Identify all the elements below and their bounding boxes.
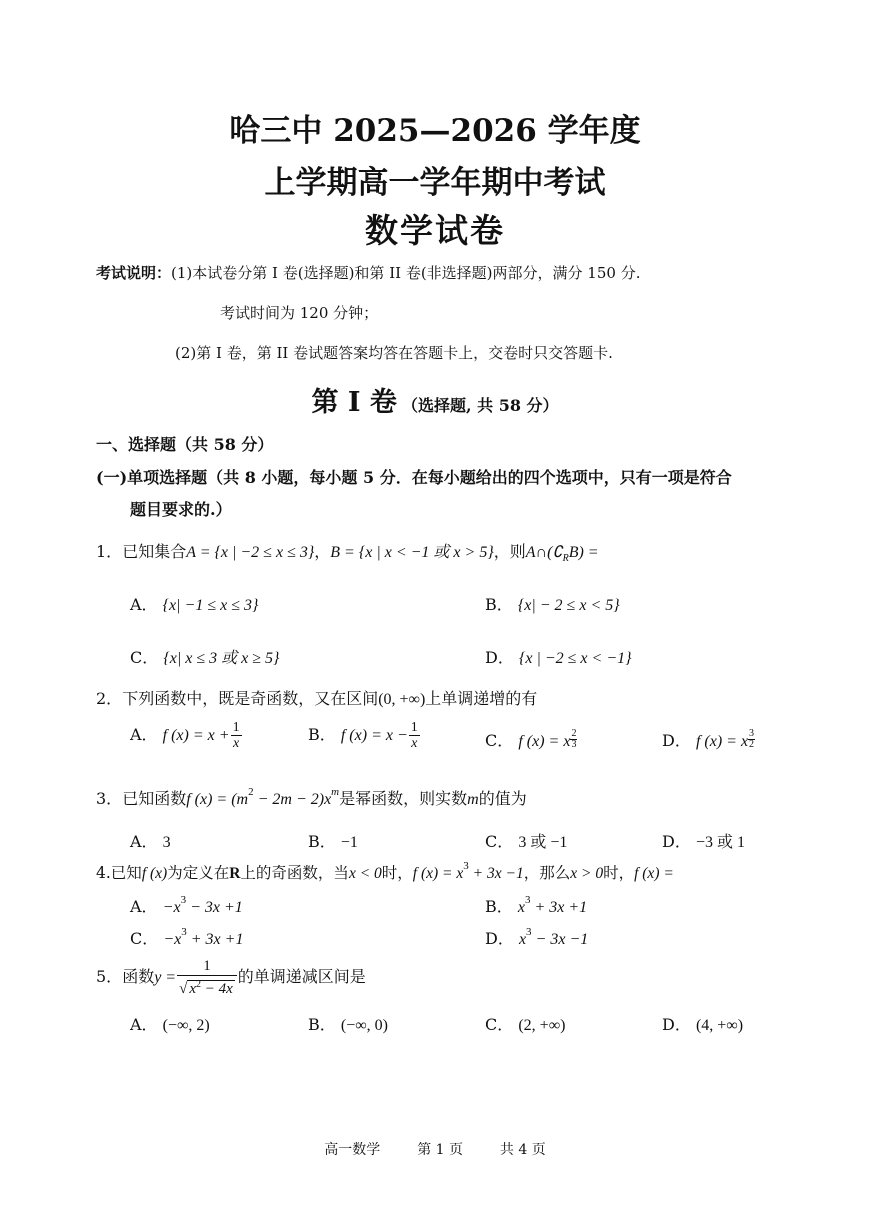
option-expr: −x: [162, 899, 181, 916]
q4-option-d[interactable]: [485, 926, 588, 949]
q3-option-d[interactable]: [662, 829, 745, 852]
option-text: {x| − 2 ≤ x < 5}: [517, 597, 620, 614]
volume-title: 第 I 卷: [311, 387, 397, 418]
option-fraction: [409, 720, 420, 751]
q1-option-b[interactable]: [485, 592, 620, 615]
option-label: B．: [308, 1015, 336, 1034]
exponent-den: 2: [749, 739, 755, 750]
option-label: A．: [130, 595, 158, 614]
option-expr: f (x) = x: [695, 733, 749, 750]
q4-option-b[interactable]: [485, 894, 587, 917]
q2-option-d[interactable]: [662, 728, 755, 751]
option-exponent: [570, 729, 577, 750]
q5-option-c[interactable]: [485, 1012, 565, 1035]
option-exponent: [748, 729, 755, 750]
q3-option-c[interactable]: [485, 829, 567, 852]
option-text: 3 或 −1: [518, 834, 568, 851]
q4-fx: f (x): [141, 865, 168, 882]
q2-text-post: 上单调递增的有: [425, 689, 538, 708]
volume-subtitle: （选择题, 共 58 分）: [401, 396, 559, 415]
q1-option-d[interactable]: [485, 645, 632, 668]
option-text: {x | −2 ≤ x < −1}: [518, 650, 632, 667]
page-footer: [0, 1139, 870, 1159]
exponent-den: 3: [571, 739, 577, 750]
option-label: D．: [662, 731, 691, 750]
q3-number: 3．: [96, 789, 123, 808]
q5-number: 5．: [96, 967, 123, 986]
option-expr: −x: [163, 931, 182, 948]
q5-fraction: [177, 957, 237, 998]
option-label: B．: [485, 897, 513, 916]
option-text: {x| −1 ≤ x ≤ 3}: [162, 597, 259, 614]
q4-eq-2: + 3x −1: [468, 865, 524, 882]
option-expr: f (x) = x −: [340, 727, 408, 744]
q3-text-post: 是幂函数，则实数: [339, 789, 468, 808]
q1-number: 1．: [96, 542, 123, 561]
q5-text-post: 的单调递减区间是: [237, 967, 366, 986]
fraction-num: 1: [410, 720, 418, 735]
option-label: C．: [485, 731, 514, 750]
q5-option-b[interactable]: [308, 1012, 388, 1035]
option-label: C．: [130, 648, 159, 667]
q5-option-d[interactable]: [662, 1012, 743, 1035]
option-text: (4, +∞): [695, 1017, 744, 1034]
option-expr-post: − 3x −1: [531, 931, 589, 948]
q2-option-b[interactable]: [308, 720, 421, 751]
footer-subject: 高一数学: [324, 1142, 381, 1158]
option-label: A．: [130, 1015, 158, 1034]
option-expr: f (x) = x: [518, 733, 571, 750]
option-text: −3 或 1: [695, 834, 745, 851]
radicand-post: − 4x: [201, 981, 233, 997]
fraction-den: x: [411, 736, 418, 751]
option-sup: 3: [524, 894, 531, 906]
fraction-den: √ $x^2 - 4x$: [179, 979, 233, 997]
option-sup: 3: [180, 894, 187, 906]
option-label: D．: [662, 1015, 691, 1034]
q4-eq: f (x) = x: [412, 865, 464, 882]
q2-interval: (0, +∞): [378, 691, 426, 708]
option-label: C．: [485, 832, 514, 851]
q3-text-post-2: 的值为: [478, 789, 527, 808]
instructions-line-1: [96, 262, 640, 283]
radicand-sup: 2: [196, 979, 202, 990]
option-expr-post: − 3x +1: [186, 899, 243, 916]
q2-option-a[interactable]: [130, 720, 243, 751]
option-label: B．: [485, 595, 513, 614]
option-expr-post: + 3x +1: [186, 931, 244, 948]
option-label: D．: [485, 648, 514, 667]
question-4: [96, 860, 674, 883]
option-label: D．: [662, 832, 691, 851]
option-label: C．: [130, 929, 159, 948]
q1-text: 已知集合: [122, 542, 187, 561]
title-line-3: 数学试卷: [365, 211, 505, 250]
q4-option-a[interactable]: [130, 894, 243, 917]
option-label: A．: [130, 725, 158, 744]
instructions-text-1: (1)本试卷分第 I 卷(选择题)和第 II 卷(非选择题)两部分，满分 150 分.: [171, 264, 641, 282]
q4-reals: R: [229, 865, 241, 882]
option-expr: f (x) = x +: [162, 727, 230, 744]
q4-fx-2: f (x) =: [634, 865, 674, 882]
q2-text: 下列函数中，既是奇函数，又在区间: [122, 689, 379, 708]
option-label: B．: [308, 832, 336, 851]
q4-text: 已知: [110, 864, 142, 882]
q5-y: y =: [154, 969, 177, 986]
q3-expr-sup: 2: [248, 786, 254, 798]
option-label: C．: [485, 1015, 514, 1034]
q4-text-5: 时，: [603, 864, 635, 882]
section-sub-line-2: 题目要求的.）: [130, 500, 232, 519]
q3-text: 已知函数: [122, 789, 187, 808]
q2-option-c[interactable]: [485, 728, 577, 751]
option-fraction: [231, 720, 242, 751]
radicand-x: x: [189, 981, 197, 997]
q3-expr: f (x) = (m: [186, 791, 249, 808]
question-2: [96, 686, 537, 709]
footer-page: 第 1 页: [417, 1142, 463, 1158]
q1-expr-2: B) =: [568, 544, 599, 561]
volume-heading: [0, 380, 870, 419]
q4-text-3: 时，: [381, 864, 413, 882]
option-label: D．: [485, 929, 514, 948]
option-sup: 3: [526, 926, 532, 938]
q4-cond-2: x > 0: [570, 865, 604, 882]
q1-expr-sub: R: [562, 553, 569, 565]
q1-set-b: B = {x | x < −1 或 x > 5}: [330, 544, 494, 561]
q4-text-2: 上的奇函数，当: [240, 864, 349, 882]
instructions-label: 考试说明：: [96, 264, 172, 282]
q4-eq-sup: 3: [463, 860, 469, 872]
fraction-num: 1: [232, 720, 240, 735]
q3-var: m: [467, 791, 479, 808]
instructions-line-2: 考试时间为 120 分钟；: [220, 304, 379, 322]
option-text: (2, +∞): [518, 1017, 566, 1034]
option-sup: 3: [181, 926, 187, 938]
footer-total: 共 4 页: [499, 1142, 546, 1158]
q3-expr-2: − 2m − 2)x: [253, 791, 332, 808]
q1-option-c[interactable]: [130, 645, 279, 668]
title-line-2: 上学期高一学年期中考试: [264, 165, 606, 201]
option-expr: x: [518, 931, 527, 948]
option-text: 3: [162, 834, 171, 851]
option-expr: x: [517, 899, 525, 916]
option-label: A．: [130, 832, 158, 851]
title-line-1: 哈三中 2025—2026 学年度: [229, 113, 641, 149]
sqrt-radicand: [187, 980, 234, 997]
exponent-num: 2: [571, 728, 577, 739]
question-3: [96, 786, 527, 809]
q1-sep: ，: [314, 542, 331, 561]
q1-set-a: A = {x | −2 ≤ x ≤ 3}: [186, 544, 315, 561]
option-label: B．: [308, 725, 336, 744]
q3-option-a[interactable]: [130, 829, 171, 852]
option-text: −1: [340, 834, 358, 851]
option-text: {x| x ≤ 3 或 x ≥ 5}: [163, 650, 280, 667]
instructions-line-3: (2)第 I 卷，第 II 卷试题答案均答在答题卡上，交卷时只交答题卡.: [175, 344, 613, 362]
q3-expr-exp: m: [331, 786, 340, 798]
q3-option-b[interactable]: [308, 829, 358, 852]
exponent-num: 3: [749, 728, 755, 739]
q4-number: 4.: [96, 864, 111, 882]
option-expr-post: + 3x +1: [530, 899, 588, 916]
q5-text: 函数: [122, 967, 155, 986]
section-sub-line-1: (一)单项选择题（共 8 小题，每小题 5 分．在每小题给出的四个选项中，只有一项是符合: [96, 468, 732, 487]
q4-text-4: ，那么: [523, 864, 571, 882]
question-5: [96, 957, 366, 998]
option-label: A．: [130, 897, 158, 916]
option-text: (−∞, 2): [162, 1017, 210, 1034]
q4-option-c[interactable]: [130, 926, 243, 949]
fraction-num: 1: [177, 957, 237, 976]
q2-number: 2．: [96, 689, 123, 708]
q4-cond-1: x < 0: [348, 865, 382, 882]
q1-option-a[interactable]: [130, 592, 258, 615]
option-text: (−∞, 0): [340, 1017, 388, 1034]
q1-expr: A∩(∁: [525, 544, 563, 561]
q4-text-1: 为定义在: [167, 864, 230, 882]
q5-option-a[interactable]: [130, 1012, 210, 1035]
q1-text-mid: ，则: [493, 542, 526, 561]
question-1: [96, 539, 599, 564]
section-heading: 一、选择题（共 58 分）: [96, 435, 274, 454]
fraction-den: x: [232, 736, 240, 751]
